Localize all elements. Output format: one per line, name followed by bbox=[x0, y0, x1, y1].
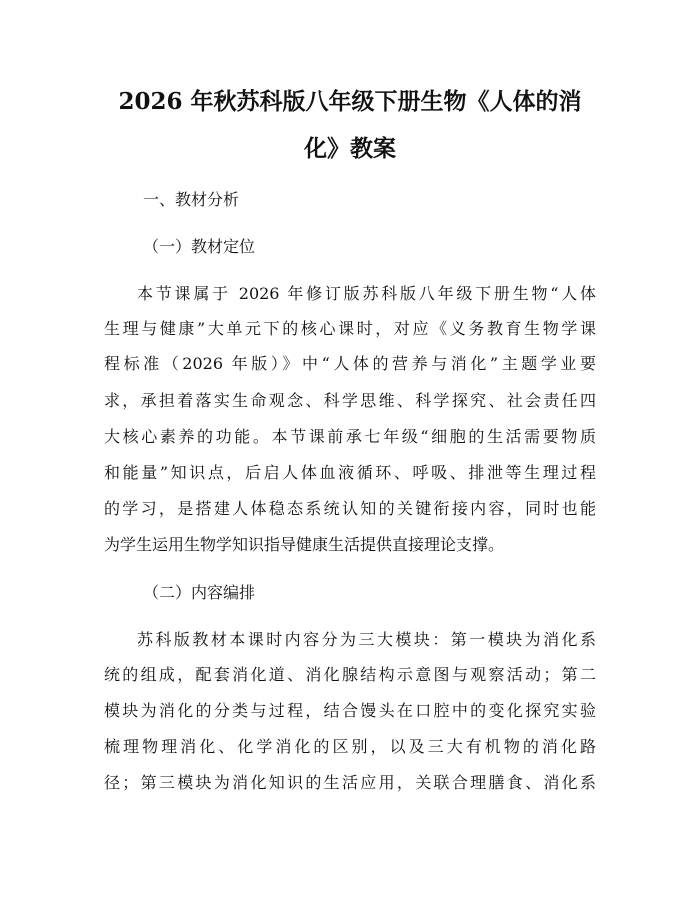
paragraph-2-line: 梳理物理消化、化学消化的区别，以及三大有机物的消化路 bbox=[104, 737, 596, 756]
section-heading-teaching-material-analysis: 一、教材分析 bbox=[143, 190, 240, 209]
document-title-line-1: 2026 年秋苏科版八年级下册生物《人体的消 bbox=[118, 88, 582, 115]
paragraph-1-line: 为学生运用生物学知识指导健康生活提供直接理论支撑。 bbox=[104, 535, 505, 554]
document-title-line-2: 化》教案 bbox=[304, 135, 396, 162]
subsection-heading-content-arrangement: （二）内容编排 bbox=[143, 583, 256, 602]
paragraph-1-line: 和能量”知识点，后启人体血液循环、呼吸、排泄等生理过程 bbox=[104, 463, 596, 482]
paragraph-2-line: 苏科版教材本课时内容分为三大模块：第一模块为消化系 bbox=[137, 630, 596, 649]
paragraph-1-line: 的学习，是搭建人体稳态系统认知的关键衔接内容，同时也能 bbox=[104, 499, 596, 518]
paragraph-1-line: 生理与健康”大单元下的核心课时，对应《义务教育生物学课 bbox=[104, 319, 596, 338]
paragraph-2-line: 模块为消化的分类与过程，结合馒头在口腔中的变化探究实验 bbox=[104, 701, 596, 720]
subsection-heading-material-positioning: （一）教材定位 bbox=[143, 237, 256, 256]
paragraph-1-line: 大核心素养的功能。本节课前承七年级“细胞的生活需要物质 bbox=[104, 427, 596, 446]
paragraph-2-line: 统的组成，配套消化道、消化腺结构示意图与观察活动；第二 bbox=[104, 665, 596, 684]
paragraph-2-line: 径；第三模块为消化知识的生活应用，关联合理膳食、消化系 bbox=[104, 773, 596, 792]
paragraph-1-line: 程标准（2026 年版）》中“人体的营养与消化”主题学业要 bbox=[104, 354, 596, 373]
paragraph-1-line: 本节课属于 2026 年修订版苏科版八年级下册生物“人体 bbox=[137, 284, 596, 303]
paragraph-1-line: 求，承担着落实生命观念、科学思维、科学探究、社会责任四 bbox=[104, 391, 596, 410]
